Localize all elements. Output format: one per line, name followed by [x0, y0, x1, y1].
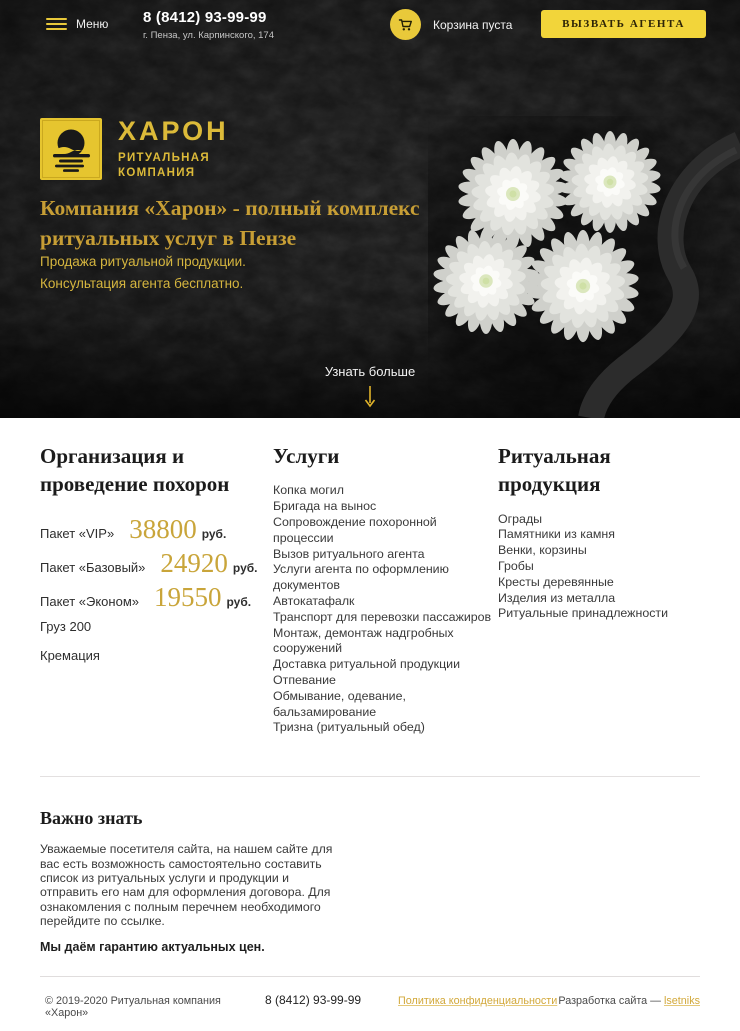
footer: [40, 976, 700, 1031]
hero-subtext: [40, 251, 246, 294]
package-row: Кремация: [40, 647, 100, 663]
developer-link[interactable]: lsetniks: [663, 994, 700, 1007]
company-logo[interactable]: [40, 118, 229, 181]
catalog-columns: [0, 418, 740, 736]
hero-section: [0, 0, 740, 418]
product-item: Кресты деревянные: [498, 574, 614, 589]
charon-logo-icon: [40, 118, 102, 180]
developer-prefix: Разработка сайта —: [558, 994, 664, 1007]
learn-more-label: Узнать больше: [324, 364, 416, 379]
hero-subtext-line2: Консультация агента бесплатно.: [40, 275, 244, 291]
call-agent-button[interactable]: ВЫЗВАТЬ АГЕНТА: [541, 10, 706, 38]
important-paragraph: Уважаемые посетителя сайта, на нашем сайте для вас есть возможность самостоятельно составить список из ритуальных услуги и продукции и отправить его нам для оформления договора. Для ознакомления с полным перечнем необходимого перейдите по ссылке.: [40, 842, 333, 929]
products-title: Ритуальная продукция: [498, 444, 611, 497]
menu-button[interactable]: [46, 15, 108, 33]
service-item: Автокатафалк: [273, 593, 355, 608]
service-item: Услуги агента по оформлению документов: [273, 562, 449, 593]
services-column: [273, 442, 498, 736]
hamburger-icon: [46, 15, 67, 33]
service-item: Сопровождение похоронной процессии: [273, 514, 437, 545]
package-row: [40, 547, 273, 578]
package-row: [40, 513, 273, 544]
product-item: Памятники из камня: [498, 527, 615, 542]
package-currency: руб.: [226, 594, 252, 609]
header-contacts: [143, 9, 274, 41]
cart-status-label: Корзина пуста: [433, 17, 513, 32]
package-row: [40, 581, 273, 612]
products-list: [498, 512, 700, 623]
service-item: Транспорт для перевозки пассажиров: [273, 609, 492, 624]
logo-text: [118, 118, 229, 181]
privacy-policy-link[interactable]: Политика конфиденциальности: [398, 994, 558, 1007]
package-label: Пакет «Базовый»: [40, 559, 146, 575]
copyright-text: © 2019-2020 Ритуальная компания «Харон»: [45, 994, 221, 1019]
cart-icon: [390, 9, 421, 40]
package-price: 38800: [129, 513, 197, 544]
package-row: Груз 200: [40, 618, 92, 634]
service-item: Тризна (ритуальный обед): [273, 720, 425, 735]
important-section: [0, 777, 740, 954]
logo-subtitle-line1: РИТУАЛЬНАЯ: [118, 152, 210, 164]
service-item: Обмывание, одевание, бальзамирование: [273, 688, 406, 719]
service-item: Доставка ритуальной продукции: [273, 657, 461, 672]
package-price: 24920: [160, 547, 228, 578]
phone-link[interactable]: 8 (8412) 93-99-99: [143, 9, 267, 26]
product-item: Изделия из металла: [498, 590, 616, 605]
hero-subtext-line1: Продажа ритуальной продукции.: [40, 254, 246, 269]
product-item: Гробы: [498, 559, 534, 574]
developer-credit: [558, 995, 700, 1007]
package-label: Пакет «VIP»: [40, 525, 115, 541]
hero-heading: Компания «Харон» - полный комплекс ритуальных услуг в Пензе: [40, 196, 420, 250]
product-item: Венки, корзины: [498, 543, 587, 558]
package-price: 19550: [154, 581, 222, 612]
learn-more-link[interactable]: [0, 363, 740, 408]
service-item: Бригада на вынос: [273, 499, 377, 514]
cart-button[interactable]: [390, 9, 512, 40]
package-currency: руб.: [201, 526, 227, 541]
packages-column: [40, 442, 273, 736]
menu-label: Меню: [76, 16, 109, 31]
price-guarantee-note: Мы даём гарантию актуальных цен.: [40, 939, 265, 954]
product-item: Ограды: [498, 511, 543, 526]
logo-subtitle-line2: КОМПАНИЯ: [118, 167, 196, 179]
package-label: Пакет «Эконом»: [40, 593, 139, 609]
product-item: Ритуальные принадлежности: [498, 606, 668, 621]
logo-title: ХАРОН: [118, 116, 229, 146]
packages-title: Организация и проведение похорон: [40, 444, 230, 497]
service-item: Отпевание: [273, 672, 336, 687]
service-item: Монтаж, демонтаж надгробных сооружений: [273, 625, 454, 656]
important-title: Важно знать: [40, 808, 143, 829]
service-item: Копка могил: [273, 483, 344, 498]
address-text: г. Пенза, ул. Карпинского, 174: [143, 30, 274, 41]
services-list: [273, 483, 498, 736]
service-item: Вызов ритуального агента: [273, 546, 425, 561]
down-arrow-icon: [363, 386, 377, 408]
products-column: [498, 442, 700, 736]
footer-phone-link[interactable]: 8 (8412) 93-99-99: [265, 992, 362, 1007]
package-currency: руб.: [232, 560, 258, 575]
services-title: Услуги: [273, 444, 340, 468]
